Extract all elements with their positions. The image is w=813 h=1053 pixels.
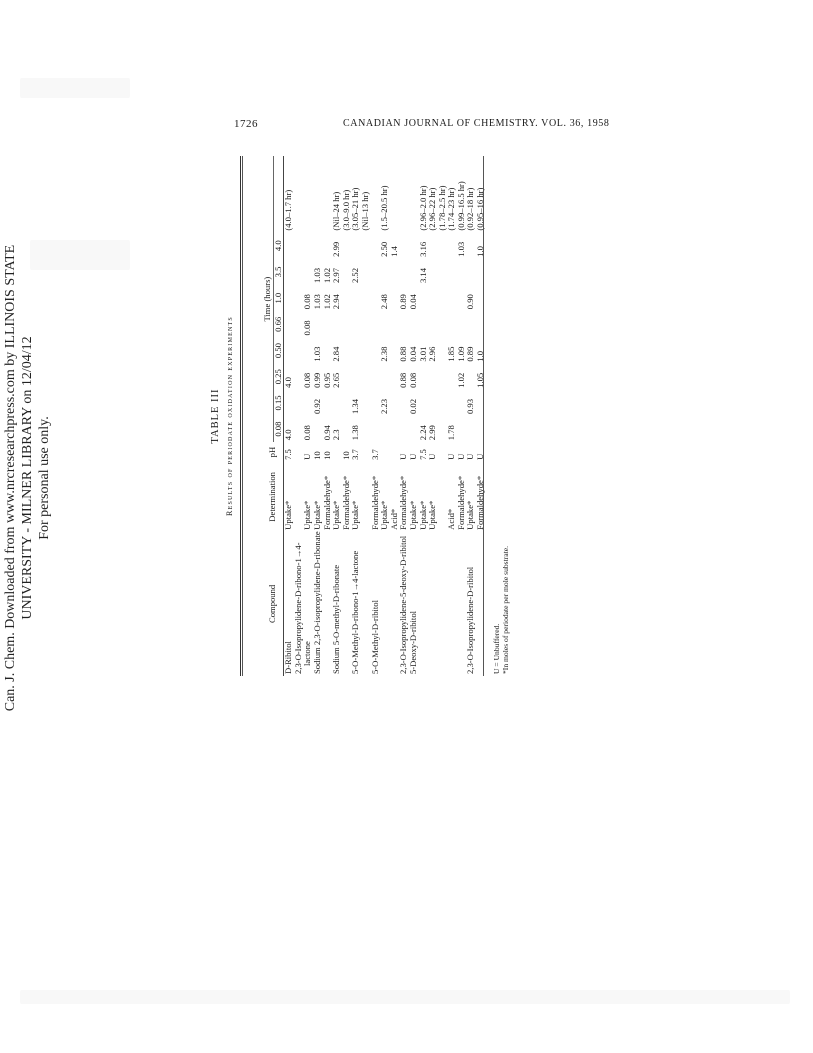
cell-time-value: 1.05 bbox=[475, 372, 486, 388]
cell-note: (2.96–2.0 hr) bbox=[417, 185, 428, 231]
cell-determination: Formaldehyde* bbox=[455, 475, 466, 530]
cell-time-value bbox=[351, 233, 361, 259]
cell-ph: 10 bbox=[340, 451, 351, 460]
cell-time-value bbox=[476, 259, 486, 285]
header-time-2: 0.25 bbox=[272, 369, 283, 385]
cell-time-value bbox=[476, 285, 486, 311]
cell-time-value bbox=[284, 337, 294, 363]
cell-time-value bbox=[457, 311, 467, 337]
cell-time-value bbox=[438, 233, 448, 259]
cell-time-value bbox=[476, 390, 486, 416]
cell-time-value bbox=[438, 311, 448, 337]
cell-note: (0.95–16 hr) bbox=[475, 187, 486, 231]
cell-time-value: 0.08 bbox=[407, 372, 418, 388]
scan-artifact bbox=[30, 240, 130, 270]
cell-time-value bbox=[447, 259, 457, 285]
cell-ph: U bbox=[427, 453, 438, 460]
cell-time-value bbox=[303, 233, 313, 259]
cell-time-value: 0.08 bbox=[302, 320, 313, 336]
table-title: TABLE III bbox=[210, 388, 221, 444]
header-ph: pH bbox=[267, 446, 278, 458]
cell-determination: Acid* bbox=[388, 508, 399, 530]
cell-time-value bbox=[428, 364, 438, 390]
cell-time-value bbox=[419, 285, 429, 311]
cell-compound: 5-O-Methyl-D-ribono-1→4-lactone bbox=[350, 550, 361, 674]
cell-time-value: 2.24 bbox=[417, 425, 428, 441]
cell-time-value bbox=[294, 337, 304, 363]
cell-time-value bbox=[380, 311, 390, 337]
cell-time-value bbox=[342, 364, 352, 390]
table-subtitle: Results of periodate oxidation experiments bbox=[225, 316, 234, 516]
cell-time-value: 1.0 bbox=[475, 350, 486, 362]
header-time-6: 3.5 bbox=[272, 266, 283, 278]
cell-time-value: 4.0 bbox=[283, 377, 294, 388]
cell-time-value bbox=[351, 337, 361, 363]
header-time-7: 4.0 bbox=[272, 240, 283, 252]
cell-time-value: 0.90 bbox=[465, 294, 476, 310]
cell-ph: 3.7 bbox=[350, 449, 361, 460]
cell-compound: Sodium 5-O-methyl-D-ribonate bbox=[331, 564, 342, 674]
cell-time-value bbox=[332, 390, 342, 416]
cell-determination: Uptake* bbox=[407, 500, 418, 530]
table-row bbox=[332, 156, 342, 676]
cell-compound: lactone bbox=[302, 641, 313, 666]
cell-determination: Formaldehyde* bbox=[369, 475, 380, 530]
table-row bbox=[447, 156, 457, 676]
cell-time-value bbox=[447, 285, 457, 311]
cell-time-value bbox=[428, 233, 438, 259]
cell-time-value bbox=[361, 285, 371, 311]
cell-time-value bbox=[284, 233, 294, 259]
cell-time-value bbox=[294, 233, 304, 259]
cell-time-value: 0.02 bbox=[407, 399, 418, 415]
table-row bbox=[476, 156, 486, 676]
cell-time-value bbox=[371, 311, 381, 337]
rotated-table-block bbox=[211, 156, 521, 676]
cell-time-value bbox=[351, 285, 361, 311]
cell-determination: Uptake* bbox=[283, 500, 294, 530]
cell-time-value bbox=[323, 311, 333, 337]
cell-ph: 3.7 bbox=[369, 449, 380, 460]
cell-time-value bbox=[390, 311, 400, 337]
cell-time-value bbox=[380, 364, 390, 390]
cell-compound: 2,3-O-Isopropylidene-D-ribono-1→4- bbox=[292, 542, 303, 674]
cell-time-value bbox=[419, 390, 429, 416]
results-table bbox=[263, 156, 486, 676]
cell-time-value: 3.14 bbox=[417, 267, 428, 284]
cell-time-value: 0.08 bbox=[302, 425, 313, 441]
table-row bbox=[361, 156, 371, 676]
cell-time-value: 0.92 bbox=[311, 399, 322, 415]
cell-determination: Formaldehyde* bbox=[340, 475, 351, 530]
cell-time-value bbox=[371, 364, 381, 390]
table-bottom-rule bbox=[483, 156, 484, 676]
cell-determination: Uptake* bbox=[311, 500, 322, 530]
cell-time-value bbox=[419, 364, 429, 390]
cell-time-value bbox=[351, 311, 361, 337]
header-determination: Determination bbox=[267, 472, 278, 522]
cell-time-value: 2.23 bbox=[379, 399, 390, 415]
cell-time-value bbox=[313, 311, 323, 337]
cell-time-value bbox=[323, 390, 333, 416]
table-row bbox=[294, 156, 304, 676]
cell-time-value: 0.99 bbox=[311, 372, 322, 388]
cell-note: (0.99–16.5 hr) bbox=[455, 181, 466, 231]
cell-determination: Uptake* bbox=[379, 500, 390, 530]
cell-compound bbox=[428, 532, 438, 676]
cell-time-value bbox=[284, 390, 294, 416]
cell-time-value: 2.48 bbox=[379, 294, 390, 310]
cell-ph: 10 bbox=[321, 451, 332, 460]
header-time-4: 0.66 bbox=[272, 316, 283, 332]
cell-determination: Formaldehyde* bbox=[398, 475, 409, 530]
cell-time-value bbox=[342, 285, 352, 311]
cell-determination: Formaldehyde* bbox=[321, 475, 332, 530]
cell-time-value bbox=[284, 285, 294, 311]
cell-ph: 7.5 bbox=[417, 449, 428, 460]
cell-time-value: 1.03 bbox=[311, 346, 322, 362]
cell-determination: Uptake* bbox=[331, 500, 342, 530]
cell-time-value bbox=[361, 259, 371, 285]
cell-ph: U bbox=[446, 453, 457, 460]
cell-time-value: 1.03 bbox=[311, 294, 322, 310]
cell-time-value bbox=[438, 364, 448, 390]
cell-time-value bbox=[428, 259, 438, 285]
cell-note: (3.05–21 hr) bbox=[350, 187, 361, 231]
cell-time-value: 0.88 bbox=[398, 372, 409, 388]
cell-time-value: 0.04 bbox=[407, 294, 418, 310]
cell-time-value: 0.88 bbox=[398, 346, 409, 362]
cell-time-value: 1.85 bbox=[446, 346, 457, 362]
table-top-rule-2 bbox=[242, 156, 243, 676]
cell-compound: 2,3-O-Isopropylidene-5-deoxy-D-ribitol bbox=[398, 535, 409, 674]
table-body bbox=[284, 156, 486, 676]
cell-time-value bbox=[313, 233, 323, 259]
table-row bbox=[351, 156, 361, 676]
cell-note bbox=[313, 156, 323, 233]
download-notice bbox=[2, 218, 54, 738]
cell-note: (1.5–20.5 hr) bbox=[379, 185, 390, 231]
download-notice-line-2: For personal use only. bbox=[37, 416, 52, 540]
cell-time-value: 2.94 bbox=[331, 294, 342, 310]
cell-note bbox=[390, 156, 400, 233]
table-row bbox=[466, 156, 476, 676]
page-number: 1726 bbox=[234, 118, 258, 130]
cell-note: (2.96–22 hr) bbox=[427, 187, 438, 231]
cell-time-value bbox=[438, 259, 448, 285]
cell-note: (4.0–1.7 hr) bbox=[283, 189, 294, 231]
cell-time-value bbox=[371, 416, 381, 442]
cell-compound: 2,3-O-Isopropylidene-D-ribitol bbox=[465, 566, 476, 674]
table-row bbox=[438, 156, 448, 676]
cell-ph: 10 bbox=[311, 451, 322, 460]
cell-compound bbox=[447, 532, 457, 676]
cell-time-value bbox=[466, 259, 476, 285]
cell-time-value: 1.02 bbox=[321, 294, 332, 310]
cell-time-value bbox=[284, 259, 294, 285]
table-row bbox=[428, 156, 438, 676]
cell-time-value bbox=[457, 259, 467, 285]
cell-time-value bbox=[390, 390, 400, 416]
header-time: Time (hours) bbox=[263, 156, 273, 442]
cell-time-value bbox=[342, 311, 352, 337]
cell-time-value bbox=[380, 416, 390, 442]
cell-time-value bbox=[342, 233, 352, 259]
cell-time-value: 2.97 bbox=[331, 267, 342, 284]
cell-time-value bbox=[476, 311, 486, 337]
cell-note: (3.0–9.0 hr) bbox=[340, 189, 351, 231]
cell-time-value bbox=[294, 259, 304, 285]
table-header-row-1 bbox=[263, 156, 273, 676]
cell-time-value bbox=[380, 259, 390, 285]
table-row bbox=[371, 156, 381, 676]
cell-compound: 5-O-Methyl-D-ribitol bbox=[369, 600, 380, 674]
footnote-units: *In moles of periodate per mole substrate. bbox=[500, 546, 510, 674]
cell-note: (1.78–2.5 hr) bbox=[436, 185, 447, 231]
cell-time-value: 0.94 bbox=[321, 425, 332, 441]
cell-time-value bbox=[361, 337, 371, 363]
scan-artifact bbox=[20, 990, 790, 1004]
cell-time-value bbox=[361, 416, 371, 442]
table-row bbox=[409, 156, 419, 676]
table-row bbox=[380, 156, 390, 676]
cell-time-value bbox=[466, 416, 476, 442]
cell-time-value: 1.03 bbox=[455, 241, 466, 257]
cell-note bbox=[399, 156, 409, 233]
cell-time-value bbox=[361, 311, 371, 337]
cell-ph: U bbox=[465, 453, 476, 460]
cell-note bbox=[303, 156, 313, 233]
cell-time-value bbox=[361, 364, 371, 390]
table-row bbox=[399, 156, 409, 676]
cell-time-value bbox=[351, 364, 361, 390]
cell-time-value bbox=[428, 390, 438, 416]
cell-time-value bbox=[399, 259, 409, 285]
cell-ph: U bbox=[475, 453, 486, 460]
header-extra bbox=[273, 156, 284, 233]
cell-determination: Acid* bbox=[446, 508, 457, 530]
cell-time-value: 2.99 bbox=[331, 241, 342, 257]
cell-time-value bbox=[466, 311, 476, 337]
cell-time-value: 1.02 bbox=[455, 372, 466, 388]
cell-time-value bbox=[399, 416, 409, 442]
cell-time-value bbox=[284, 311, 294, 337]
cell-time-value: 0.89 bbox=[398, 294, 409, 310]
cell-time-value bbox=[294, 390, 304, 416]
cell-time-value bbox=[438, 390, 448, 416]
header-time-0: 0.08 bbox=[272, 421, 283, 437]
cell-time-value: 1.09 bbox=[455, 346, 466, 362]
cell-time-value bbox=[361, 233, 371, 259]
cell-ph: U bbox=[455, 453, 466, 460]
cell-note: (Nil–24 hr) bbox=[331, 191, 342, 231]
cell-compound bbox=[380, 532, 390, 676]
cell-compound: 5-Deoxy-D-ribitol bbox=[407, 610, 418, 674]
cell-time-value bbox=[399, 311, 409, 337]
cell-compound: D-Ribitol bbox=[283, 641, 294, 674]
cell-time-value: 1.02 bbox=[321, 267, 332, 284]
table-row bbox=[313, 156, 323, 676]
cell-time-value bbox=[428, 311, 438, 337]
cell-time-value bbox=[399, 233, 409, 259]
table-top-rule bbox=[240, 156, 241, 676]
cell-time-value: 2.52 bbox=[350, 267, 361, 284]
cell-ph: 7.5 bbox=[283, 449, 294, 460]
cell-determination: Uptake* bbox=[465, 500, 476, 530]
cell-note: (1.74–23 hr) bbox=[446, 187, 457, 231]
cell-time-value bbox=[428, 285, 438, 311]
download-notice-line-1: Can. J. Chem. Downloaded from www.nrcresearchpress.com by ILLINOIS STATE UNIVERSITY - MILNER LIBRARY on 12/04/12 bbox=[3, 244, 35, 712]
cell-time-value: 0.08 bbox=[302, 372, 313, 388]
cell-time-value: 2.84 bbox=[331, 346, 342, 362]
cell-time-value: 2.38 bbox=[379, 346, 390, 362]
cell-compound bbox=[419, 532, 429, 676]
cell-time-value bbox=[447, 390, 457, 416]
cell-time-value: 1.03 bbox=[311, 267, 322, 284]
cell-time-value bbox=[361, 390, 371, 416]
cell-time-value: 2.50 bbox=[379, 241, 390, 257]
table-footnotes bbox=[493, 546, 510, 674]
cell-ph: U bbox=[302, 453, 313, 460]
cell-time-value: 4.0 bbox=[283, 429, 294, 441]
cell-compound: Sodium 2,3-O-isopropylidene-D-ribonate bbox=[311, 531, 322, 674]
cell-time-value: 0.93 bbox=[465, 399, 476, 415]
cell-time-value: 3.16 bbox=[417, 241, 428, 257]
cell-time-value: 1.4 bbox=[388, 246, 399, 257]
cell-time-value bbox=[342, 337, 352, 363]
cell-ph: U bbox=[407, 453, 418, 460]
cell-time-value bbox=[457, 416, 467, 442]
cell-time-value: 1.38 bbox=[350, 425, 361, 441]
cell-note bbox=[294, 156, 304, 233]
header-compound: Compound bbox=[267, 584, 278, 624]
cell-determination: Uptake* bbox=[302, 500, 313, 530]
cell-time-value bbox=[419, 311, 429, 337]
cell-compound bbox=[476, 532, 486, 676]
header-time-3: 0.50 bbox=[272, 343, 283, 359]
cell-time-value: 2.3 bbox=[331, 429, 342, 441]
cell-time-value bbox=[409, 311, 419, 337]
cell-compound bbox=[438, 532, 448, 676]
cell-determination: Uptake* bbox=[427, 500, 438, 530]
cell-time-value bbox=[438, 285, 448, 311]
cell-time-value: 1.34 bbox=[350, 399, 361, 415]
cell-time-value bbox=[390, 259, 400, 285]
cell-time-value bbox=[476, 416, 486, 442]
cell-determination: Uptake* bbox=[417, 500, 428, 530]
table-row bbox=[419, 156, 429, 676]
cell-time-value: 1.78 bbox=[446, 425, 457, 441]
cell-time-value: 2.65 bbox=[331, 372, 342, 388]
cell-note: (0.92–18 hr) bbox=[465, 187, 476, 231]
running-header: CANADIAN JOURNAL OF CHEMISTRY. VOL. 36, 1958 bbox=[343, 118, 610, 129]
cell-determination: Uptake* bbox=[350, 500, 361, 530]
cell-time-value: 2.99 bbox=[427, 425, 438, 441]
cell-time-value: 0.08 bbox=[302, 294, 313, 310]
cell-time-value: 0.95 bbox=[321, 372, 332, 388]
header-time-1: 0.15 bbox=[272, 395, 283, 411]
cell-time-value bbox=[371, 259, 381, 285]
cell-ph: U bbox=[398, 453, 409, 460]
cell-time-value: 0.04 bbox=[407, 346, 418, 362]
cell-time-value: 1.0 bbox=[475, 246, 486, 257]
cell-time-value bbox=[332, 311, 342, 337]
cell-time-value: 2.96 bbox=[427, 346, 438, 362]
cell-time-value: 3.01 bbox=[417, 346, 428, 362]
footnote-unbuffered: U = Unbuffered. bbox=[492, 623, 501, 674]
header-time-5: 1.0 bbox=[272, 292, 283, 304]
cell-determination: Formaldehyde* bbox=[475, 475, 486, 530]
cell-time-value bbox=[390, 416, 400, 442]
scan-artifact bbox=[20, 78, 130, 98]
cell-ph bbox=[380, 442, 390, 462]
cell-time-value bbox=[447, 311, 457, 337]
cell-time-value: 0.89 bbox=[465, 346, 476, 362]
cell-note: (Nil–13 hr) bbox=[359, 191, 370, 231]
